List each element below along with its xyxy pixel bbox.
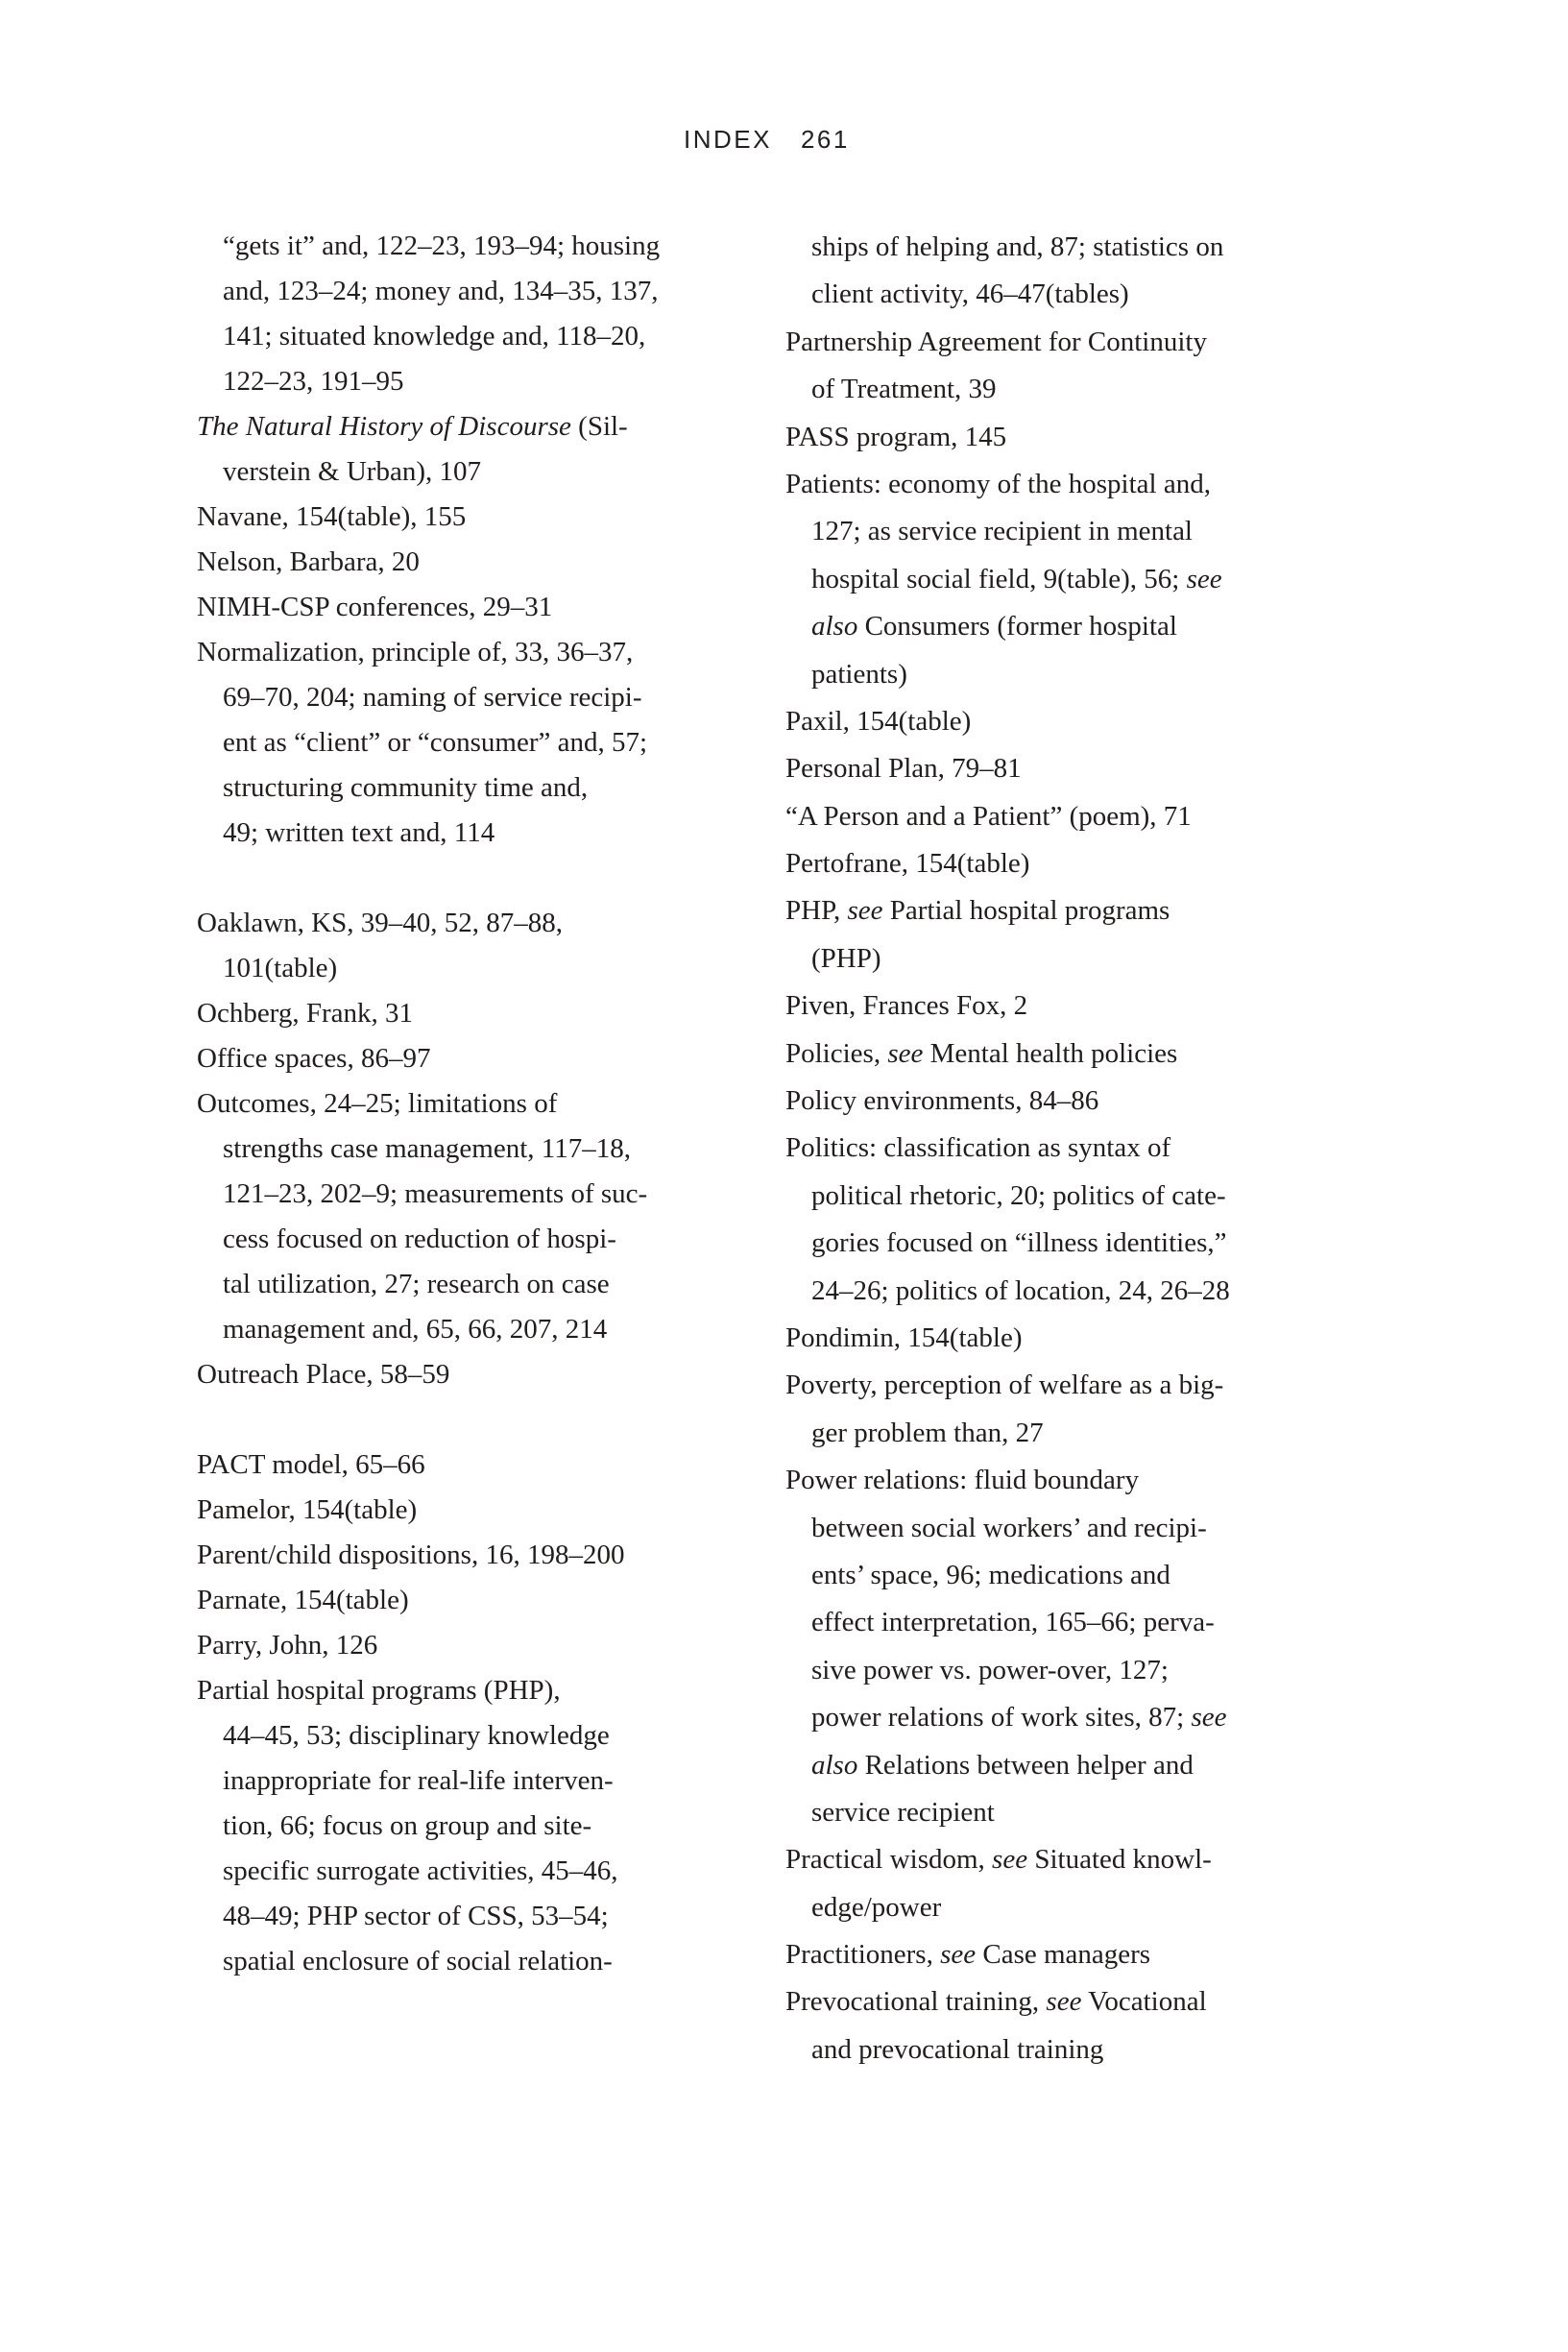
index-line-segment: Pondimin, 154(table): [785, 1321, 1023, 1353]
index-line: [785, 1931, 1362, 1978]
index-line-segment: inappropriate for real-life interven-: [223, 1765, 614, 1796]
index-line-segment: Oaklawn, KS, 39–40, 52, 87–88,: [197, 908, 564, 938]
index-line-segment: 48–49; PHP sector of CSS, 53–54;: [223, 1901, 609, 1931]
index-line: [785, 224, 1362, 271]
index-line: [197, 1668, 773, 1713]
index-line: [785, 1078, 1362, 1125]
index-line: [785, 1552, 1362, 1599]
index-line-segment: Situated knowl-: [1027, 1844, 1212, 1876]
index-line: [785, 366, 1362, 413]
index-line-segment: effect interpretation, 165–66; perva-: [811, 1607, 1215, 1638]
index-line: [785, 319, 1362, 366]
index-line: [785, 935, 1362, 982]
index-line-segment: Nelson, Barbara, 20: [197, 546, 420, 577]
index-line: [785, 1315, 1362, 1362]
index-line-segment: 49; written text and, 114: [223, 817, 495, 848]
index-line: [785, 793, 1362, 840]
index-line: [197, 540, 773, 585]
index-line-segment-italic: see: [1186, 563, 1222, 594]
index-line: [197, 1036, 773, 1081]
index-line-segment: 101(table): [223, 953, 338, 983]
index-line-segment: service recipient: [811, 1796, 995, 1828]
index-line-segment: Navane, 154(table), 155: [197, 501, 467, 532]
index-line-segment-italic: see: [847, 895, 883, 927]
index-line-segment: Practitioners,: [785, 1939, 941, 1971]
index-line-segment: Parry, John, 126: [197, 1630, 378, 1661]
index-line-segment: Politics: classification as syntax of: [785, 1132, 1171, 1164]
index-column-right: [785, 224, 1362, 2073]
index-line-segment: NIMH-CSP conferences, 29–31: [197, 592, 553, 622]
index-line: [197, 404, 773, 449]
index-line-segment-italic: see: [1046, 1986, 1082, 2018]
index-line-segment: 69–70, 204; naming of service recipi-: [223, 682, 642, 713]
index-line-segment: Practical wisdom,: [785, 1844, 993, 1876]
index-line: [197, 1894, 773, 1939]
index-line: [197, 1127, 773, 1172]
index-line: [197, 1849, 773, 1894]
index-line: [785, 1884, 1362, 1931]
index-line-segment: 141; situated knowledge and, 118–20,: [223, 321, 646, 352]
index-line-segment: Policies,: [785, 1037, 888, 1069]
index-line-segment: Prevocational training,: [785, 1986, 1047, 2018]
index-line-segment: strengths case management, 117–18,: [223, 1133, 631, 1164]
index-line-segment: Piven, Frances Fox, 2: [785, 990, 1028, 1022]
index-line-segment: Partnership Agreement for Continuity: [785, 326, 1207, 357]
index-line: [197, 765, 773, 811]
index-line-segment: between social workers’ and recipi-: [811, 1512, 1207, 1543]
index-line: [785, 1031, 1362, 1078]
index-line: [785, 556, 1362, 603]
index-line-segment: Pamelor, 154(table): [197, 1494, 418, 1525]
index-line: [785, 698, 1362, 745]
index-line: [197, 1804, 773, 1849]
index-line: [785, 745, 1362, 792]
index-line-segment: of Treatment, 39: [811, 374, 997, 405]
index-line: [785, 603, 1362, 650]
index-line-segment: ger problem than, 27: [811, 1417, 1044, 1448]
index-line-segment: Vocational: [1081, 1986, 1207, 2018]
index-line: [785, 887, 1362, 934]
index-line: [197, 359, 773, 404]
index-line: [785, 1836, 1362, 1883]
page-number: 261: [800, 125, 850, 154]
index-line-segment: Mental health policies: [923, 1037, 1178, 1069]
index-line: [197, 1443, 773, 1488]
index-line-segment: (Sil-: [570, 411, 628, 442]
index-line-segment: Patients: economy of the hospital and,: [785, 468, 1211, 499]
index-line-segment: Partial hospital programs: [882, 895, 1170, 927]
index-line-segment: ships of helping and, 87; statistics on: [811, 231, 1224, 262]
index-line-segment: 44–45, 53; disciplinary knowledge: [223, 1720, 610, 1751]
index-line-segment: power relations of work sites, 87;: [811, 1702, 1192, 1734]
index-line-segment: (PHP): [811, 942, 881, 974]
index-line-segment-italic: see: [992, 1844, 1028, 1876]
index-line-segment: cess focused on reduction of hospi-: [223, 1224, 616, 1254]
index-line-segment-italic: see: [940, 1939, 977, 1971]
index-line-segment: “gets it” and, 122–23, 193–94; housing: [223, 230, 661, 261]
index-line-segment: Consumers (former hospital: [857, 611, 1177, 643]
index-line-segment: Outreach Place, 58–59: [197, 1359, 450, 1390]
index-line: [197, 946, 773, 991]
index-line: [785, 1410, 1362, 1457]
index-line-segment: Office spaces, 86–97: [197, 1043, 431, 1074]
index-line-segment: Pertofrane, 154(table): [785, 848, 1030, 880]
index-line-segment: hospital social field, 9(table), 56;: [811, 563, 1187, 594]
index-line-segment: and prevocational training: [811, 2033, 1104, 2065]
index-line: [197, 1217, 773, 1262]
index-line-segment: management and, 65, 66, 207, 214: [223, 1314, 608, 1345]
index-line: [197, 1488, 773, 1533]
index-line: [197, 269, 773, 314]
index-line: [785, 2026, 1362, 2073]
index-line-segment: spatial enclosure of social relation-: [223, 1946, 613, 1976]
index-line-segment: patients): [811, 658, 907, 690]
index-line-segment: structuring community time and,: [223, 772, 589, 803]
index-line-segment: tal utilization, 27; research on case: [223, 1269, 610, 1299]
index-line: [197, 1352, 773, 1397]
index-line-segment: Personal Plan, 79–81: [785, 753, 1022, 785]
index-line-segment-italic: see: [1191, 1702, 1227, 1734]
index-line: [785, 651, 1362, 698]
index-blank-line: [197, 856, 773, 901]
index-line-segment: specific surrogate activities, 45–46,: [223, 1855, 618, 1886]
index-line-segment: Policy environments, 84–86: [785, 1085, 1099, 1117]
index-line-segment: Partial hospital programs (PHP),: [197, 1675, 561, 1706]
index-line-segment: Parent/child dispositions, 16, 198–200: [197, 1540, 625, 1570]
index-line-segment: 24–26; politics of location, 24, 26–28: [811, 1274, 1230, 1306]
index-line-segment: 121–23, 202–9; measurements of suc-: [223, 1178, 648, 1209]
index-line-segment: “A Person and a Patient” (poem), 71: [785, 800, 1192, 832]
index-line: [785, 1789, 1362, 1836]
index-line-segment: PASS program, 145: [785, 421, 1007, 452]
index-line: [785, 982, 1362, 1030]
index-line-segment-italic: also: [811, 611, 858, 643]
index-line-segment: Ochberg, Frank, 31: [197, 998, 413, 1029]
index-line-segment: political rhetoric, 20; politics of cate-: [811, 1179, 1226, 1211]
index-line: [197, 1081, 773, 1127]
index-line: [197, 901, 773, 946]
index-line-segment: and, 123–24; money and, 134–35, 137,: [223, 276, 659, 306]
index-line-segment: Power relations: fluid boundary: [785, 1465, 1140, 1496]
index-line: [785, 1362, 1362, 1409]
index-line-segment: Parnate, 154(table): [197, 1585, 409, 1615]
index-line-segment: Relations between helper and: [857, 1749, 1194, 1781]
index-line-segment: sive power vs. power-over, 127;: [811, 1654, 1169, 1685]
index-line: [785, 1599, 1362, 1646]
index-line: [197, 314, 773, 359]
index-line-segment: edge/power: [811, 1891, 942, 1923]
index-line: [785, 508, 1362, 555]
index-line: [785, 1125, 1362, 1172]
index-line: [197, 1262, 773, 1307]
index-line-segment: tion, 66; focus on group and site-: [223, 1810, 592, 1841]
index-line: [197, 1578, 773, 1623]
index-line-segment: 127; as service recipient in mental: [811, 516, 1193, 547]
index-line: [197, 675, 773, 720]
running-header-section-label: INDEX: [684, 125, 772, 154]
running-header: [684, 125, 850, 155]
index-line: [785, 271, 1362, 318]
index-line: [197, 585, 773, 630]
index-line: [785, 1505, 1362, 1552]
index-line-segment-italic: see: [887, 1037, 924, 1069]
index-line: [197, 1172, 773, 1217]
index-line-segment: Paxil, 154(table): [785, 705, 972, 737]
index-line: [785, 1220, 1362, 1267]
index-line-segment: ents’ space, 96; medications and: [811, 1559, 1170, 1590]
index-line-segment: client activity, 46–47(tables): [811, 279, 1129, 310]
index-line: [197, 224, 773, 269]
index-line: [785, 1694, 1362, 1741]
index-column-left: [197, 224, 773, 1984]
index-line: [785, 1457, 1362, 1504]
index-line-segment: ent as “client” or “consumer” and, 57;: [223, 727, 648, 758]
index-line-segment: Poverty, perception of welfare as a big-: [785, 1370, 1224, 1401]
index-line: [197, 1623, 773, 1668]
index-line: [785, 414, 1362, 461]
index-line: [197, 720, 773, 765]
index-line-segment: PHP,: [785, 895, 848, 927]
index-blank-line: [197, 1397, 773, 1443]
index-line: [197, 630, 773, 675]
index-line-segment: gories focused on “illness identities,”: [811, 1227, 1227, 1259]
index-line-segment-italic: also: [811, 1749, 858, 1781]
index-line: [785, 1173, 1362, 1220]
index-line: [197, 1307, 773, 1352]
index-line: [197, 991, 773, 1036]
index-line-segment: verstein & Urban), 107: [223, 456, 481, 487]
index-line: [197, 1939, 773, 1984]
index-line: [197, 449, 773, 495]
index-line-segment: Outcomes, 24–25; limitations of: [197, 1088, 558, 1119]
index-line-segment: Normalization, principle of, 33, 36–37,: [197, 637, 634, 667]
index-line: [785, 1978, 1362, 2025]
index-line: [197, 811, 773, 856]
index-line-segment: Case managers: [976, 1939, 1151, 1971]
index-line: [197, 1533, 773, 1578]
index-line: [197, 495, 773, 540]
index-line: [785, 1268, 1362, 1315]
index-line-segment: 122–23, 191–95: [223, 366, 404, 397]
index-line-segment: PACT model, 65–66: [197, 1449, 425, 1480]
index-line-segment-italic: The Natural History of Discourse: [197, 411, 571, 442]
index-line: [785, 1647, 1362, 1694]
index-line: [785, 840, 1362, 887]
index-line: [197, 1758, 773, 1804]
index-line: [785, 1742, 1362, 1789]
index-line: [785, 461, 1362, 508]
index-line: [197, 1713, 773, 1758]
